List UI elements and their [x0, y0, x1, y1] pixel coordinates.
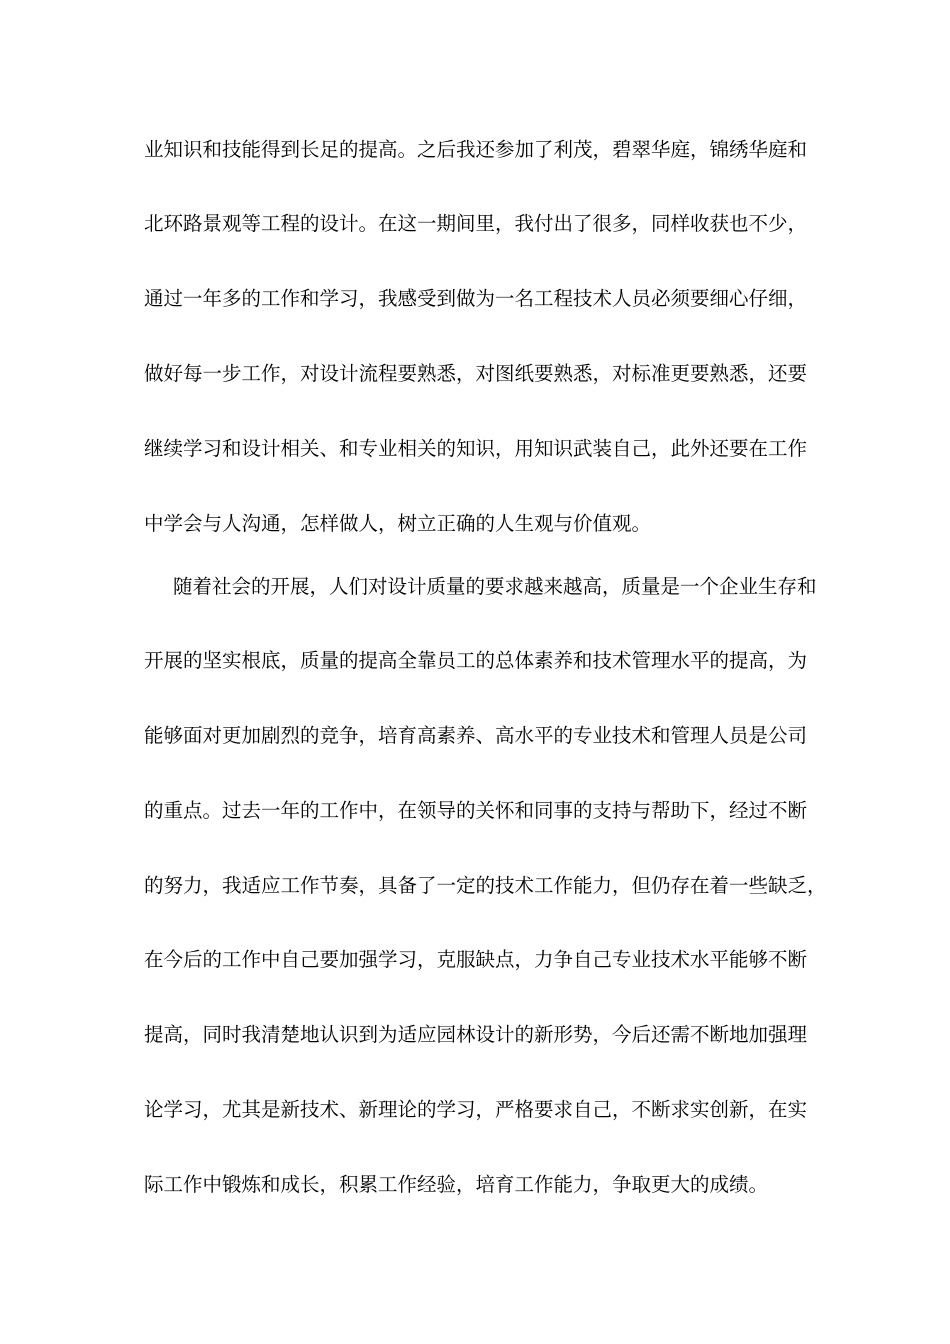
text-line: 的重点。过去一年的工作中，在领导的关怀和同事的支持与帮助下，经过不断 — [144, 799, 808, 822]
text-line: 中学会与人沟通，怎样做人，树立正确的人生观与价值观。 — [144, 512, 652, 535]
text-line: 做好每一步工作，对设计流程要熟悉，对图纸要熟悉，对标准更要熟悉，还要 — [144, 362, 808, 385]
text-line: 能够面对更加剧烈的竞争，培育高素养、高水平的专业技术和管理人员是公司 — [144, 724, 808, 747]
text-line: 提高，同时我清楚地认识到为适应园林设计的新形势，今后还需不断地加强理 — [144, 1023, 808, 1046]
text-line: 的努力，我适应工作节奏，具备了一定的技术工作能力，但仍存在着一些缺乏， — [144, 874, 827, 897]
text-line: 继续学习和设计相关、和专业相关的知识，用知识武装自己，此外还要在工作 — [144, 437, 808, 460]
text-line: 开展的坚实根底，质量的提高全靠员工的总体素养和技术管理水平的提高，为 — [144, 649, 808, 672]
text-line: 际工作中锻炼和成长，积累工作经验，培育工作能力，争取更大的成绩。 — [144, 1173, 769, 1196]
text-line: 随着社会的开展，人们对设计质量的要求越来越高，质量是一个企业生存和 — [173, 575, 817, 598]
text-line: 在今后的工作中自己要加强学习，克服缺点，力争自己专业技术水平能够不断 — [144, 948, 808, 971]
text-line: 论学习，尤其是新技术、新理论的学习，严格要求自己，不断求实创新，在实 — [144, 1098, 808, 1121]
text-line: 北环路景观等工程的设计。在这一期间里，我付出了很多，同样收获也不少， — [144, 212, 808, 235]
text-line: 业知识和技能得到长足的提高。之后我还参加了利茂，碧翠华庭，锦绣华庭和 — [144, 138, 808, 161]
text-line: 通过一年多的工作和学习，我感受到做为一名工程技术人员必须要细心仔细， — [144, 287, 808, 310]
